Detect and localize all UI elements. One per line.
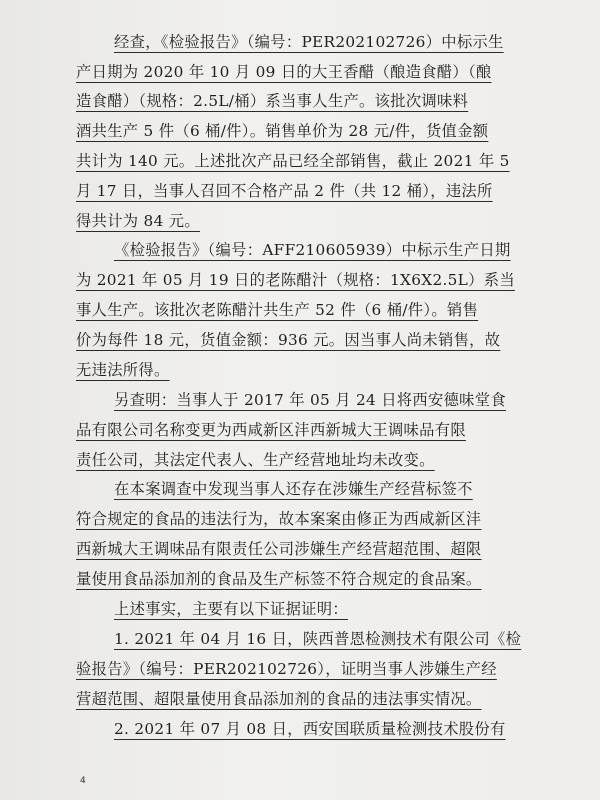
text-line: 月 17 日，当事人召回不合格产品 2 件（共 12 桶），违法所 xyxy=(76,182,493,200)
text-line: 酒共生产 5 件（6 桶/件）。销售单价为 28 元/件，货值金额 xyxy=(76,122,489,140)
text-line: 验报告》（编号：PER202102726），证明当事人涉嫌生产经 xyxy=(76,660,497,678)
text-line: 另查明：当事人于 2017 年 05 月 24 日将西安德味堂食 xyxy=(114,391,506,409)
text-line: 品有限公司名称变更为西咸新区沣西新城大王调味品有限 xyxy=(76,421,466,439)
text-line: 符合规定的食品的违法行为，故本案案由修正为西咸新区沣 xyxy=(76,510,482,528)
text-line: 共计为 140 元。上述批次产品已经全部销售，截止 2021 年 5 xyxy=(76,152,510,170)
text-line: 《检验报告》（编号：AFF210605939）中标示生产日期 xyxy=(114,241,511,259)
text-line: 1. 2021 年 04 月 16 日，陕西普恩检测技术有限公司《检 xyxy=(114,630,522,648)
text-line: 经查，《检验报告》（编号：PER202102726）中标示生 xyxy=(114,33,504,51)
page-number: 4 xyxy=(80,776,86,786)
text-line: 2. 2021 年 07 月 08 日，西安国联质量检测技术股份有 xyxy=(114,720,506,738)
text-line: 造食醋）（规格：2.5L/桶）系当事人生产。该批次调味料 xyxy=(76,92,469,110)
text-line: 得共计为 84 元。 xyxy=(76,212,200,230)
text-line: 上述事实，主要有以下证据证明： xyxy=(114,600,348,618)
text-line: 为 2021 年 05 月 19 日的老陈醋汁（规格：1X6X2.5L）系当 xyxy=(76,271,515,289)
text-line: 量使用食品添加剂的食品及生产标签不符合规定的食品案。 xyxy=(76,570,482,588)
text-line: 无违法所得。 xyxy=(76,361,170,379)
text-line: 西新城大王调味品有限责任公司涉嫌生产经营超范围、超限 xyxy=(76,540,482,558)
text-line: 事人生产。该批次老陈醋汁共生产 52 件（6 桶/件）。销售 xyxy=(76,301,479,319)
text-line: 在本案调查中发现当事人还存在涉嫌生产经营标签不 xyxy=(114,480,473,498)
text-line: 责任公司，其法定代表人、生产经营地址均未改变。 xyxy=(76,451,435,469)
text-line: 产日期为 2020 年 10 月 09 日的大王香醋（酿造食醋）（酿 xyxy=(76,63,492,81)
text-line: 营超范围、超限量使用食品添加剂的食品的违法事实情况。 xyxy=(76,690,482,708)
text-line: 价为每件 18 元，货值金额：936 元。因当事人尚未销售，故 xyxy=(76,331,501,349)
